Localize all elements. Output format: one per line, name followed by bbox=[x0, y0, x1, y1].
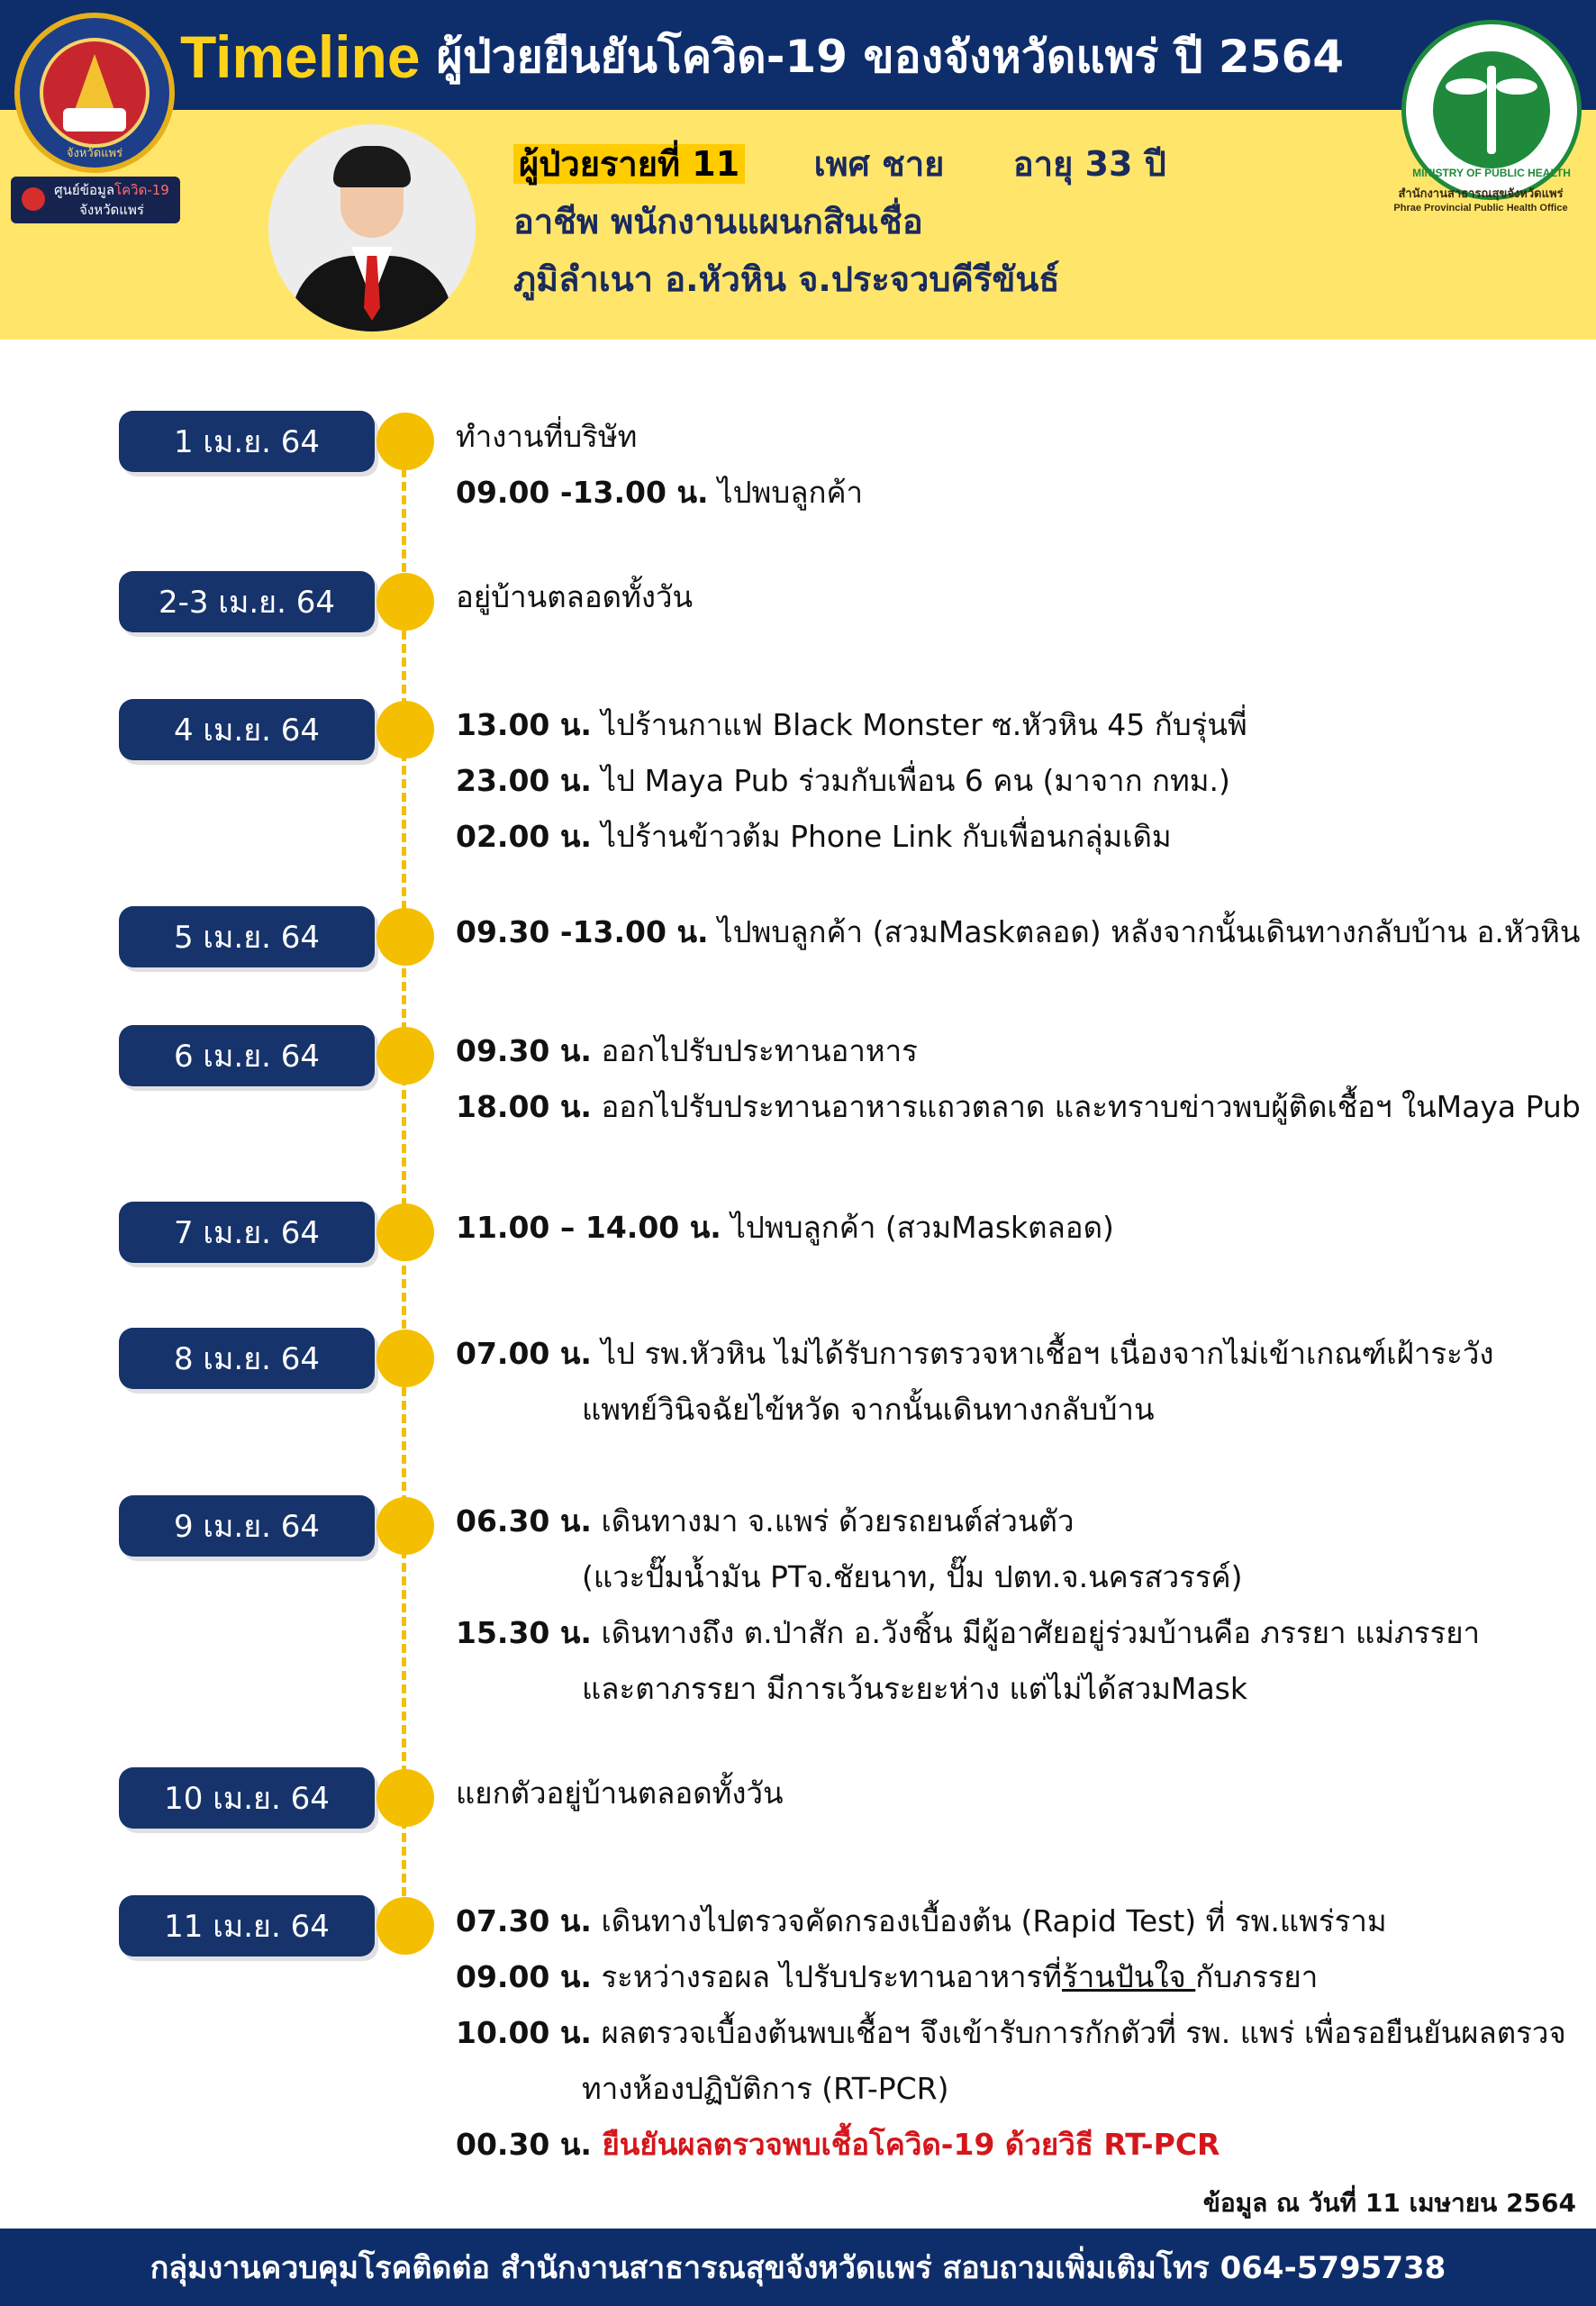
phrae-province-seal-icon bbox=[14, 13, 175, 173]
timeline-dot bbox=[376, 1330, 434, 1387]
event-line bbox=[456, 1079, 1581, 1135]
event-line bbox=[456, 809, 1247, 865]
event-time: 07.30 น. bbox=[456, 1903, 592, 1938]
date-pill: 8 เม.ย. 64 bbox=[119, 1328, 375, 1389]
date-pill: 2-3 เม.ย. 64 bbox=[119, 571, 375, 632]
patient-avatar bbox=[268, 124, 476, 331]
patient-age: อายุ 33 ปี bbox=[1012, 144, 1166, 184]
event-block bbox=[456, 1200, 1114, 1256]
event-time: 23.00 น. bbox=[456, 763, 592, 798]
event-text: แยกตัวอยู่บ้านตลอดทั้งวัน bbox=[456, 1775, 784, 1811]
timeline-dot bbox=[376, 1203, 434, 1261]
event-line bbox=[456, 904, 1580, 960]
event-block bbox=[456, 409, 863, 521]
event-text: และตาภรรยา มีการเว้นระยะห่าง แต่ไม่ได้สวมMask bbox=[582, 1671, 1247, 1706]
date-pill: 4 เม.ย. 64 bbox=[119, 699, 375, 760]
event-block bbox=[456, 569, 693, 625]
timeline-dot bbox=[376, 1027, 434, 1085]
event-text: ออกไปรับประทานอาหาร bbox=[591, 1033, 918, 1068]
date-pill: 10 เม.ย. 64 bbox=[119, 1767, 375, 1829]
data-as-of: ข้อมูล ณ วันที่ 11 เมษายน 2564 bbox=[1202, 2188, 1576, 2218]
date-pill: 6 เม.ย. 64 bbox=[119, 1025, 375, 1086]
event-text: ไปพบลูกค้า (สวมMaskตลอด) bbox=[721, 1210, 1114, 1245]
event-text: (แวะปั๊มน้ำมัน PTจ.ชัยนาท, ปั๊ม ปตท.จ.นครสวรรค์) bbox=[582, 1559, 1243, 1594]
event-block bbox=[456, 1023, 1581, 1135]
event-text: ออกไปรับประทานอาหารแถวตลาด และทราบข่าวพบผู้ติดเชื้อฯ ในMaya Pub bbox=[591, 1089, 1581, 1124]
patient-hometown: ภูมิลำเนา อ.หัวหิน จ.ประจวบคีรีขันธ์ bbox=[513, 259, 1060, 299]
event-time: 09.00 -13.00 น. bbox=[456, 475, 709, 510]
event-block bbox=[456, 1326, 1494, 1438]
event-line bbox=[456, 1549, 1480, 1605]
event-text: ยืนยันผลตรวจพบเชื้อโควิด-19 ด้วยวิธี RT-PCR bbox=[591, 2127, 1220, 2162]
date-pill: 9 เม.ย. 64 bbox=[119, 1495, 375, 1557]
date-pill: 7 เม.ย. 64 bbox=[119, 1202, 375, 1263]
event-time: 07.00 น. bbox=[456, 1336, 592, 1371]
event-text: ไปร้านข้าวต้ม Phone Link กับเพื่อนกลุ่มเดิม bbox=[591, 819, 1172, 854]
event-text: ไปพบลูกค้า (สวมMaskตลอด) หลังจากนั้นเดินทางกลับบ้าน อ.หัวหิน bbox=[708, 914, 1581, 949]
event-block bbox=[456, 904, 1580, 960]
timeline-dot bbox=[376, 413, 434, 470]
event-time: 09.00 น. bbox=[456, 1959, 592, 1994]
ministry-logo-text: MINISTRY OF PUBLIC HEALTH bbox=[1412, 167, 1571, 179]
patient-info bbox=[513, 135, 1166, 308]
event-block bbox=[456, 1766, 784, 1821]
event-line bbox=[456, 1949, 1566, 2005]
event-line bbox=[456, 1200, 1114, 1256]
event-time: 15.30 น. bbox=[456, 1615, 592, 1650]
timeline-dot bbox=[376, 1897, 434, 1955]
event-line bbox=[456, 1605, 1480, 1661]
patient-occupation: อาชีพ พนักงานแผนกสินเชื่อ bbox=[513, 202, 923, 241]
timeline-dot bbox=[376, 573, 434, 631]
event-block bbox=[456, 697, 1247, 865]
timeline-dot bbox=[376, 1497, 434, 1555]
timeline-dot bbox=[376, 701, 434, 758]
event-text: ทำงานที่บริษัท bbox=[456, 419, 638, 454]
event-line bbox=[456, 409, 863, 465]
event-text: ไปพบลูกค้า bbox=[708, 475, 864, 510]
event-time: 13.00 น. bbox=[456, 707, 592, 742]
event-text: เดินทางมา จ.แพร่ ด้วยรถยนต์ส่วนตัว bbox=[591, 1503, 1075, 1539]
event-line bbox=[456, 1661, 1480, 1717]
event-text: ไปร้านกาแฟ Black Monster ซ.หัวหิน 45 กับรุ่นพี่ bbox=[591, 707, 1247, 742]
event-line bbox=[456, 1766, 784, 1821]
footer-contact: กลุ่มงานควบคุมโรคติดต่อ สำนักงานสาธารณสุขจังหวัดแพร่ สอบถามเพิ่มเติมโทร 064-5795738 bbox=[0, 2229, 1596, 2306]
event-time: 09.30 -13.00 น. bbox=[456, 914, 709, 949]
event-line bbox=[456, 1493, 1480, 1549]
office-name bbox=[1373, 184, 1589, 213]
badge-line1-a: ศูนย์ข้อมูล bbox=[54, 182, 115, 198]
event-block bbox=[456, 1493, 1480, 1717]
patient-sex: เพศ ชาย bbox=[813, 144, 945, 184]
event-line bbox=[456, 1893, 1566, 1949]
title-timeline: Timeline bbox=[180, 23, 421, 90]
seal-caption: จังหวัดแพร่ bbox=[66, 147, 123, 160]
timeline-line bbox=[402, 441, 406, 1937]
badge-line1-b: โควิด-19 bbox=[114, 182, 169, 198]
event-line bbox=[456, 2117, 1566, 2173]
event-text: ทางห้องปฏิบัติการ (RT-PCR) bbox=[582, 2071, 949, 2106]
event-text: ผลตรวจเบื้องต้นพบเชื้อฯ จึงเข้ารับการกักตัวที่ รพ. แพร่ เพื่อรอยืนยันผลตรวจ bbox=[591, 2015, 1566, 2050]
event-line bbox=[456, 1326, 1494, 1382]
event-line bbox=[456, 2061, 1566, 2117]
event-time: 18.00 น. bbox=[456, 1089, 592, 1124]
title-thai: ผู้ป่วยยืนยันโควิด-19 ของจังหวัดแพร่ ปี 2564 bbox=[436, 30, 1345, 83]
event-time: 02.00 น. bbox=[456, 819, 592, 854]
event-time: 06.30 น. bbox=[456, 1503, 592, 1539]
event-line bbox=[456, 465, 863, 521]
date-pill: 11 เม.ย. 64 bbox=[119, 1895, 375, 1956]
event-block bbox=[456, 1893, 1566, 2173]
event-text: แพทย์วินิจฉัยไข้หวัด จากนั้นเดินทางกลับบ้าน bbox=[582, 1392, 1155, 1427]
event-text-after: กับภรรยา bbox=[1195, 1959, 1319, 1994]
event-line bbox=[456, 753, 1247, 809]
event-text: ไป Maya Pub ร่วมกับเพื่อน 6 คน (มาจาก กทม.) bbox=[591, 763, 1230, 798]
event-text: เดินทางถึง ต.ป่าสัก อ.วังชิ้น มีผู้อาศัยอยู่ร่วมบ้านคือ ภรรยา แม่ภรรยา bbox=[591, 1615, 1481, 1650]
event-time: 10.00 น. bbox=[456, 2015, 592, 2050]
event-text: อยู่บ้านตลอดทั้งวัน bbox=[456, 579, 694, 614]
event-text: เดินทางไปตรวจคัดกรองเบื้องต้น (Rapid Test) ที่ รพ.แพร่ราม bbox=[591, 1903, 1387, 1938]
event-time: 11.00 – 14.00 น. bbox=[456, 1210, 721, 1245]
event-time: 00.30 น. bbox=[456, 2127, 592, 2162]
event-line bbox=[456, 2005, 1566, 2061]
event-text: ไป รพ.หัวหิน ไม่ได้รับการตรวจหาเชื้อฯ เนื่องจากไม่เข้าเกณฑ์เฝ้าระวัง bbox=[591, 1336, 1494, 1371]
covid-info-center-badge bbox=[11, 177, 180, 223]
date-pill: 5 เม.ย. 64 bbox=[119, 906, 375, 967]
timeline-dot bbox=[376, 1769, 434, 1827]
case-number: ผู้ป่วยรายที่ 11 bbox=[513, 144, 745, 184]
event-line bbox=[456, 1023, 1581, 1079]
ministry-of-public-health-logo-icon bbox=[1401, 20, 1582, 200]
office-name-thai: สำนักงานสาธารณสุขจังหวัดแพร่ bbox=[1398, 187, 1564, 201]
event-line bbox=[456, 1382, 1494, 1438]
badge-line2: จังหวัดแพร่ bbox=[79, 202, 144, 218]
timeline-dot bbox=[376, 908, 434, 966]
office-name-english: Phrae Provincial Public Health Office bbox=[1393, 203, 1568, 213]
event-line bbox=[456, 697, 1247, 753]
date-pill: 1 เม.ย. 64 bbox=[119, 411, 375, 472]
event-place-underlined: ร้านปันใจ bbox=[1062, 1959, 1196, 1994]
page-title bbox=[180, 16, 1344, 97]
virus-icon bbox=[22, 187, 45, 211]
event-line bbox=[456, 569, 693, 625]
event-time: 09.30 น. bbox=[456, 1033, 592, 1068]
event-text: ระหว่างรอผล ไปรับประทานอาหารที่ bbox=[591, 1959, 1062, 1994]
